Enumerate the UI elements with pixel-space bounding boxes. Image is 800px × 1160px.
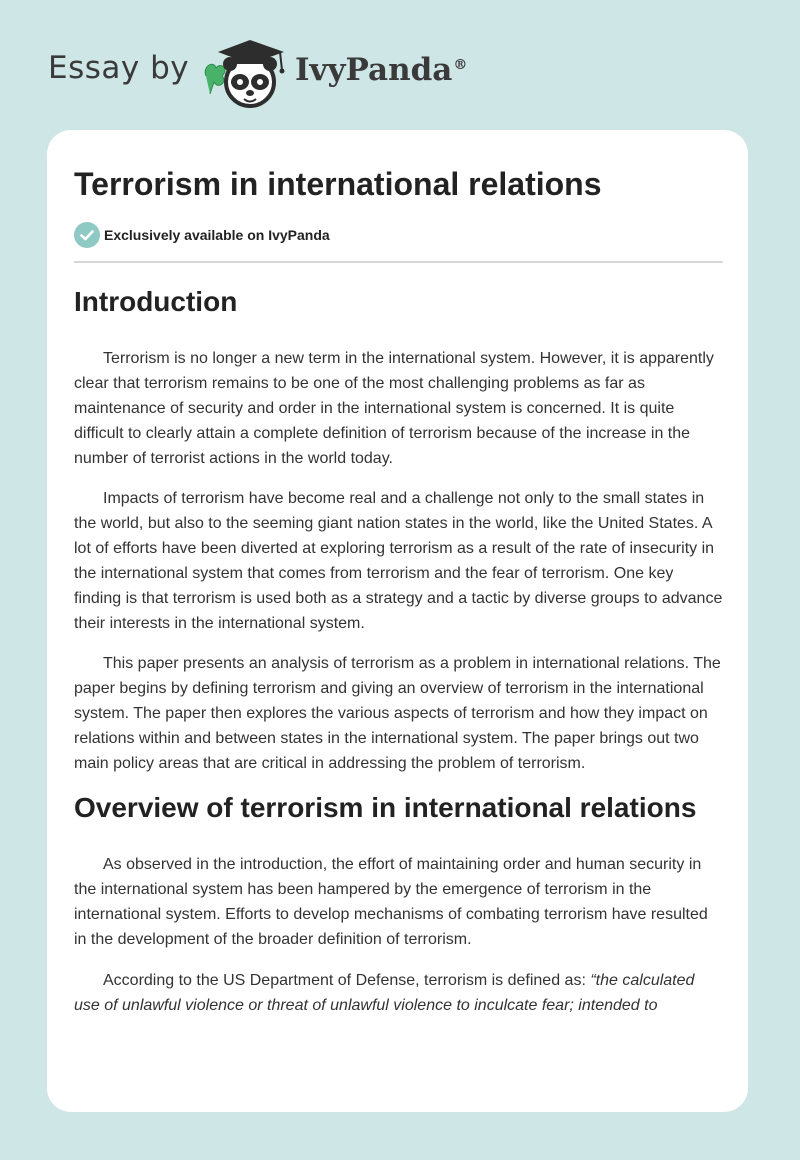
- definition-quote: “the calculated use of unlawful violence or threat of unlawful violence to inculcate fear; intended to: [74, 972, 695, 1014]
- check-circle-icon: [74, 222, 100, 248]
- quote-lead: According to the US Department of Defense, terrorism is defined as:: [103, 972, 591, 989]
- section-heading-overview: Overview of terrorism in international relations: [74, 792, 697, 823]
- exclusive-badge: [74, 222, 330, 248]
- registered-mark: ®: [453, 56, 468, 73]
- paragraph: Impacts of terrorism have become real and a challenge not only to the small states in the world, but also to the seeming giant nation states in the world, like the United States. A lot of efforts have been diverted at exploring terrorism as a result of the rate of insecurity in the international system that comes from terrorism and the fear of terrorism. One key finding is that terrorism is used both as a strategy and a tactic by diverse groups to advance their interests in the international system.: [74, 490, 723, 632]
- essay-card: [47, 130, 748, 1112]
- essay-title: Terrorism in international relations: [74, 166, 602, 202]
- brand-name: IvyPanda®: [295, 52, 468, 88]
- site-header: [0, 0, 800, 130]
- paragraph: Terrorism is no longer a new term in the international system. However, it is apparently clear that terrorism remains to be one of the most challenging problems as far as maintenance of security and order in the international system is concerned. It is quite difficult to clearly attain a complete definition of terrorism because of the increase in the number of terrorist actions in the world today.: [74, 350, 714, 467]
- badge-label: Exclusively available on IvyPanda: [104, 227, 330, 243]
- panda-graduate-mascot-icon[interactable]: [200, 36, 290, 112]
- paragraph: As observed in the introduction, the effort of maintaining order and human security in the international system has been hampered by the emergence of terrorism in the international system. Efforts to develop mechanisms of combating terrorism have resulted in the development of the broader definition of terrorism.: [74, 856, 708, 948]
- quote-paragraph: [74, 968, 723, 1018]
- section-heading-introduction: Introduction: [74, 286, 238, 317]
- title-divider: [74, 261, 723, 263]
- essay-body: [74, 280, 723, 1018]
- brand-prefix: Essay by: [48, 50, 190, 86]
- paragraph: This paper presents an analysis of terrorism as a problem in international relations. The paper begins by defining terrorism and giving an overview of terrorism in the international system. The paper then explores the various aspects of terrorism and how they impact on relations within and between states in the international system. The paper brings out two main policy areas that are critical in addressing the problem of terrorism.: [74, 655, 721, 772]
